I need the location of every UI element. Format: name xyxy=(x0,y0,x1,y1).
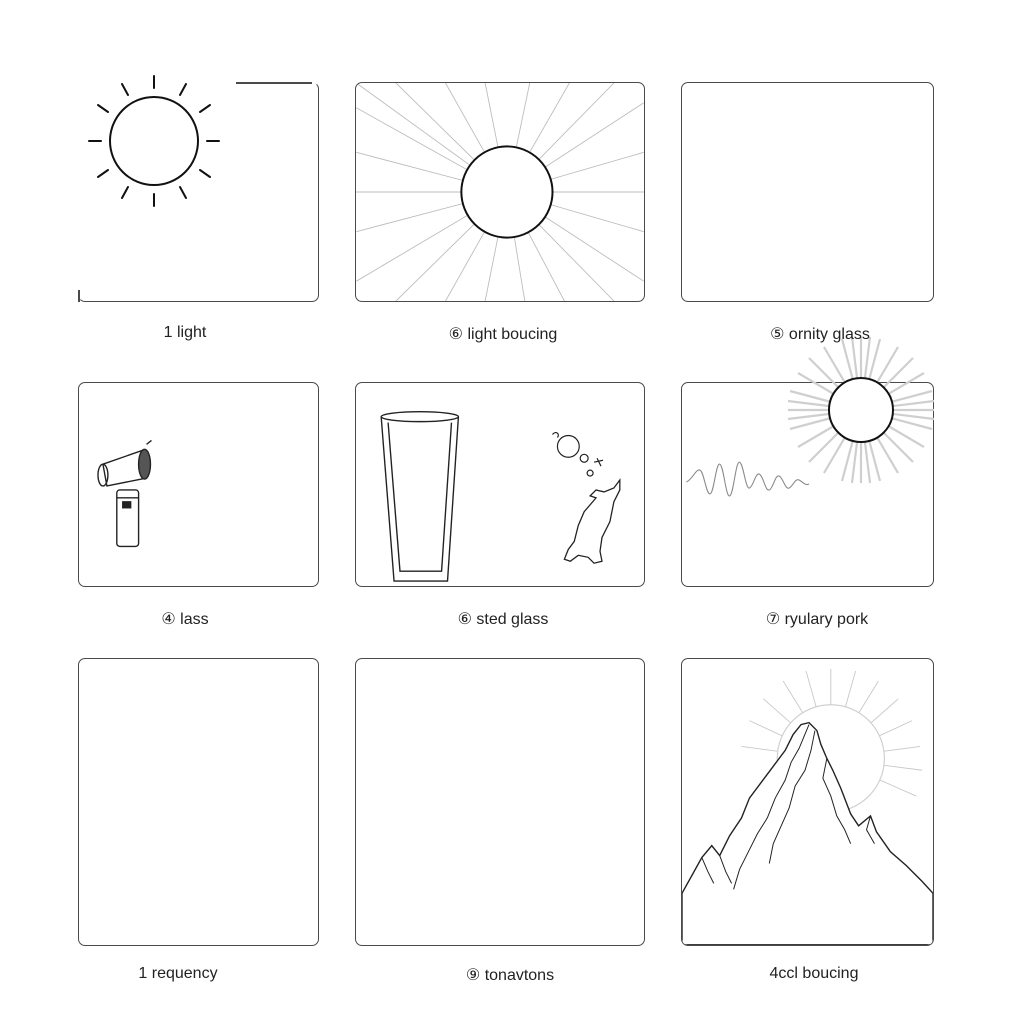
sun-icon xyxy=(80,70,230,220)
caption-9: 4ccl boucing xyxy=(769,965,859,982)
panel-1-top-edge xyxy=(236,82,312,84)
caption-2: ⑥ light boucing xyxy=(448,326,558,343)
caption-5: ⑥ sted glass xyxy=(457,611,549,628)
caption-8: ⑨ tonavtons xyxy=(465,967,555,984)
caption-4: ④ lass xyxy=(161,611,209,628)
caption-1: 1 light xyxy=(163,324,207,341)
panel-5 xyxy=(355,382,645,587)
mountain-icon xyxy=(682,659,933,945)
panel-9 xyxy=(681,658,934,946)
caption-6: ⑦ ryulary pork xyxy=(765,611,869,628)
flashlight-icon xyxy=(79,383,318,586)
splash-icon xyxy=(564,480,619,563)
panel-8 xyxy=(355,658,645,946)
panel-4 xyxy=(78,382,319,587)
bubbles-icon xyxy=(552,433,603,476)
radiating-sun-icon xyxy=(356,83,644,301)
panel-3 xyxy=(681,82,934,302)
glowing-sun-icon xyxy=(786,335,936,485)
panel-1-left-edge xyxy=(78,290,80,302)
caption-3: ⑤ ornity glass xyxy=(770,326,870,343)
caption-7: 1 requency xyxy=(138,965,218,982)
panel-2 xyxy=(355,82,645,302)
drinking-glass-icon xyxy=(381,412,458,581)
panel-7 xyxy=(78,658,319,946)
